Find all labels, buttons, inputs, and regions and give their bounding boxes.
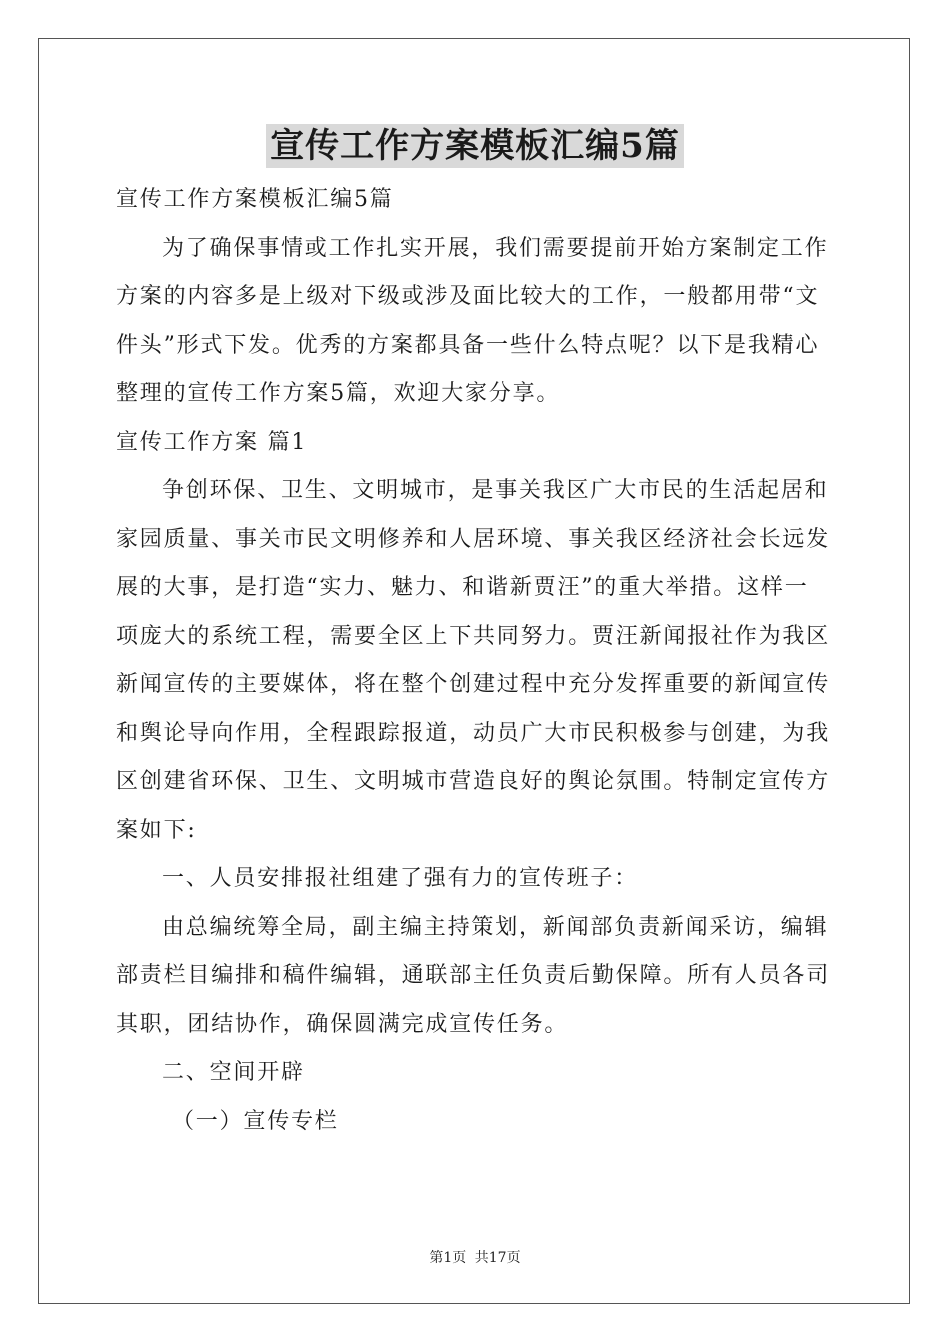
subsection-heading: 一、人员安排报社组建了强有力的宣传班子： <box>162 866 639 891</box>
paragraph-line: 展的大事，是打造“实力、魅力、和谐新贾汪”的重大举措。这样一 <box>116 575 809 600</box>
paragraph-line: 新闻宣传的主要媒体，将在整个创建过程中充分发挥重要的新闻宣传 <box>116 672 831 697</box>
title-container <box>0 124 950 168</box>
paragraph-line: 其职，团结协作，确保圆满完成宣传任务。 <box>116 1011 569 1037</box>
document-body <box>116 176 836 1146</box>
section-heading: 宣传工作方案 篇1 <box>116 429 308 455</box>
subtitle-line: 宣传工作方案模板汇编5篇 <box>116 187 394 212</box>
page-number: 第1页 <box>429 1250 467 1266</box>
document-title: 宣传工作方案模板汇编5篇 <box>266 124 684 168</box>
subsection-heading: 二、空间开辟 <box>162 1060 305 1085</box>
paragraph-line: 案如下: <box>116 817 197 843</box>
paragraph-line: 争创环保、卫生、文明城市，是事关我区广大市民的生活起居和 <box>162 478 829 503</box>
paragraph-line: 由总编统筹全局，副主编主持策划，新闻部负责新闻采访，编辑 <box>162 914 829 940</box>
paragraph-line: 件头”形式下发。优秀的方案都具备一些什么特点呢？以下是我精心 <box>116 332 820 358</box>
paragraph-line: 方案的内容多是上级对下级或涉及面比较大的工作，一般都用带“文 <box>116 284 820 309</box>
subsection-heading: （一）宣传专栏 <box>172 1108 339 1134</box>
paragraph-line: 部责栏目编排和稿件编辑，通联部主任负责后勤保障。所有人员各司 <box>116 963 831 988</box>
paragraph-line: 区创建省环保、卫生、文明城市营造良好的舆论氛围。特制定宣传方 <box>116 769 831 794</box>
paragraph-line: 项庞大的系统工程，需要全区上下共同努力。贾汪新闻报社作为我区 <box>116 623 831 649</box>
paragraph-line: 和舆论导向作用，全程跟踪报道，动员广大市民积极参与创建，为我 <box>116 720 831 746</box>
paragraph-line: 家园质量、事关市民文明修养和人居环境、事关我区经济社会长远发 <box>116 526 831 552</box>
page-footer <box>0 1247 950 1267</box>
page-total: 共17页 <box>474 1250 521 1266</box>
paragraph-line: 整理的宣传工作方案5篇，欢迎大家分享。 <box>116 381 561 406</box>
paragraph-line: 为了确保事情或工作扎实开展，我们需要提前开始方案制定工作 <box>162 235 829 261</box>
